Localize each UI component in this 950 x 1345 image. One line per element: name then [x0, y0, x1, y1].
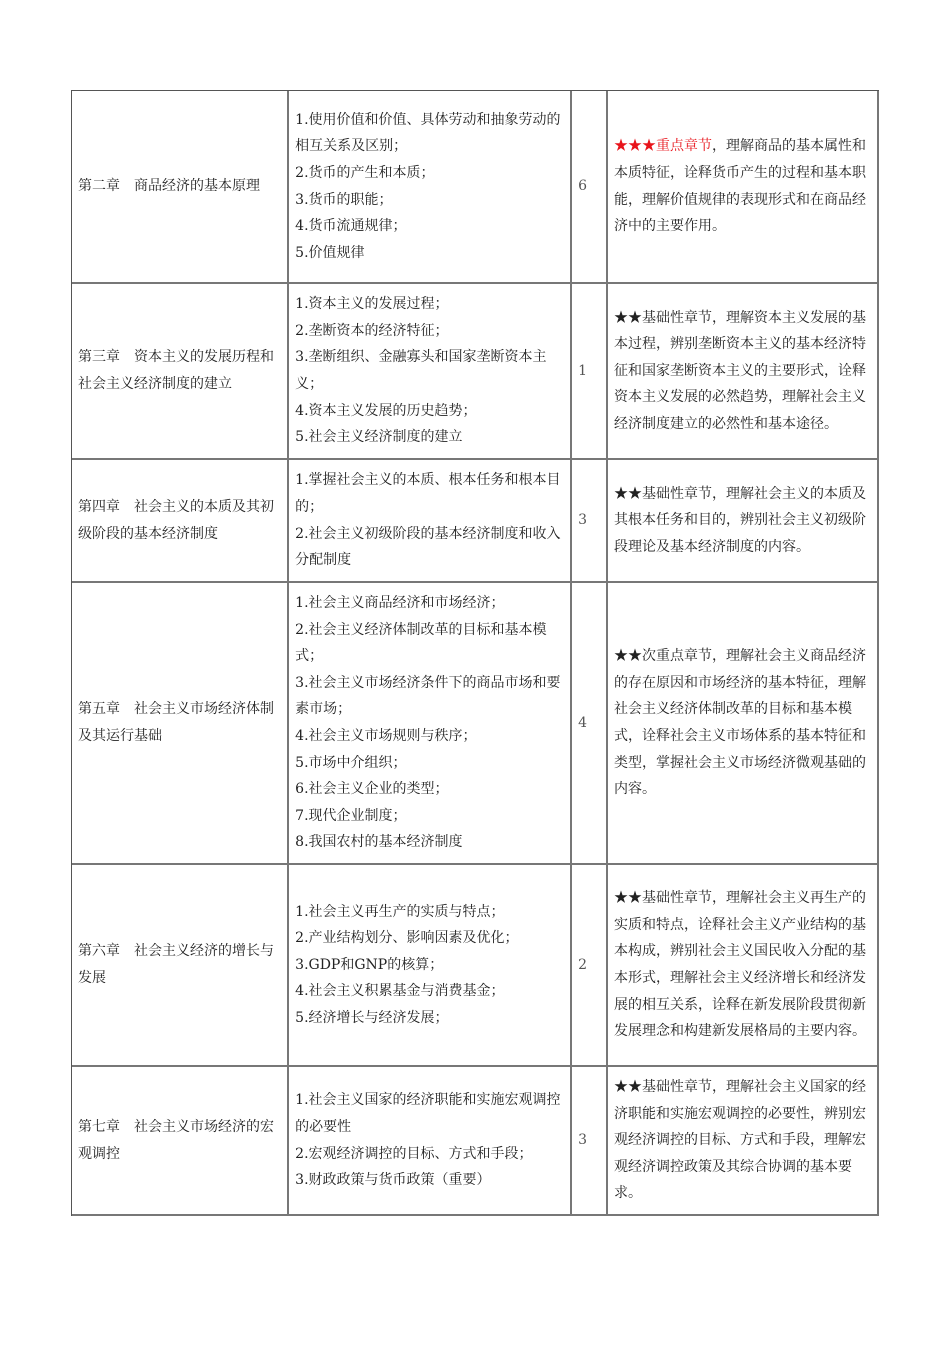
topic-item: 4.社会主义积累基金与消费基金； — [295, 983, 505, 1000]
topic-item: 8.我国农村的基本经济制度 — [295, 834, 463, 851]
table-row — [72, 865, 879, 1067]
topic-item: 2.社会主义经济体制改革的目标和基本模式； — [295, 621, 547, 665]
topic-item: 2.社会主义初级阶段的基本经济制度和收入分配制度 — [295, 525, 561, 569]
topic-item: 2.产业结构划分、影响因素及优化； — [295, 930, 519, 947]
topic-item: 1.使用价值和价值、具体劳动和抽象劳动的相互关系及区别； — [295, 111, 561, 155]
requirement-text: ★★基础性章节，理解资本主义发展的基本过程，辨别垄断资本主义的基本经济特征和国家垄断资本主义的主要形式，诠释资本主义发展的必然趋势，理解社会主义经济制度建立的必然性和基本途径。 — [614, 309, 867, 432]
topic-item: 5.社会主义经济制度的建立 — [295, 429, 463, 446]
chapter-cell: 第五章 社会主义市场经济体制及其运行基础 — [72, 583, 289, 865]
hours-cell: 6 — [572, 91, 608, 284]
hours-cell: 4 — [572, 583, 608, 865]
topic-item: 6.社会主义企业的类型； — [295, 781, 449, 798]
syllabus-table — [71, 90, 879, 1216]
topic-item: 5.经济增长与经济发展； — [295, 1009, 449, 1026]
topic-item: 1.社会主义商品经济和市场经济； — [295, 595, 505, 612]
topic-item: 1.社会主义再生产的实质与特点； — [295, 903, 505, 920]
table-row — [72, 460, 879, 583]
topics-cell — [289, 583, 572, 865]
chapter-cell: 第七章 社会主义市场经济的宏观调控 — [72, 1067, 289, 1216]
topic-item: 1.社会主义国家的经济职能和实施宏观调控的必要性 — [295, 1092, 561, 1135]
topic-item: 2.宏观经济调控的目标、方式和手段； — [295, 1145, 533, 1162]
requirement-text: ★★次重点章节，理解社会主义商品经济的存在原因和市场经济的基本特征，理解社会主义经济体制改革的目标和基本模式，诠释社会主义市场体系的基本特征和类型，掌握社会主义市场经济微观基础的内容。 — [614, 648, 867, 798]
topic-item: 5.价值规律 — [295, 244, 365, 261]
requirement-cell — [608, 284, 879, 460]
requirement-text: ★★基础性章节，理解社会主义的本质及其根本任务和目的，辨别社会主义初级阶段理论及基本经济制度的内容。 — [614, 485, 867, 555]
requirement-cell — [608, 460, 879, 583]
requirement-text: ★★基础性章节，理解社会主义再生产的实质和特点，诠释社会主义产业结构的基本构成，辨别社会主义国民收入分配的基本形式，理解社会主义经济增长和经济发展的相互关系，诠释在新发展阶段贯彻新发展理念和构建新发展格局的主要内容。 — [614, 890, 867, 1040]
chapter-cell: 第六章 社会主义经济的增长与发展 — [72, 865, 289, 1067]
topics-cell — [289, 91, 572, 284]
table-row — [72, 91, 879, 284]
hours-cell: 3 — [572, 1067, 608, 1216]
topic-item: 2.垄断资本的经济特征； — [295, 322, 449, 339]
topics-cell — [289, 865, 572, 1067]
hours-cell: 3 — [572, 460, 608, 583]
topic-item: 3.财政政策与货币政策（重要） — [295, 1172, 491, 1189]
key-chapter-highlight: ★★★重点章节 — [614, 138, 713, 155]
table-row — [72, 583, 879, 865]
requirement-text: ，理解商品的基本属性和本质特征，诠释货币产生的过程和基本职能，理解价值规律的表现形式和在商品经济中的主要作用。 — [614, 138, 867, 235]
requirement-cell — [608, 865, 879, 1067]
table-row — [72, 284, 879, 460]
topic-item: 3.货币的职能； — [295, 191, 393, 208]
topic-item: 7.现代企业制度； — [295, 807, 407, 824]
topic-item: 1.掌握社会主义的本质、根本任务和根本目的； — [295, 472, 561, 515]
topic-item: 3.社会主义市场经济条件下的商品市场和要素市场； — [295, 674, 561, 718]
topic-item: 3.垄断组织、金融寡头和国家垄断资本主义； — [295, 349, 547, 392]
topic-item: 4.货币流通规律； — [295, 218, 407, 235]
topics-cell — [289, 1067, 572, 1216]
requirement-cell — [608, 1067, 879, 1216]
topic-item: 5.市场中介组织； — [295, 754, 407, 771]
table-row — [72, 1067, 879, 1216]
topic-item: 2.货币的产生和本质； — [295, 164, 435, 181]
chapter-cell: 第四章 社会主义的本质及其初级阶段的基本经济制度 — [72, 460, 289, 583]
topic-item: 3.GDP和GNP的核算； — [295, 956, 444, 973]
topics-cell — [289, 460, 572, 583]
requirement-cell — [608, 91, 879, 284]
requirement-text: ★★基础性章节，理解社会主义国家的经济职能和实施宏观调控的必要性，辨别宏观经济调控的目标、方式和手段，理解宏观经济调控政策及其综合协调的基本要求。 — [614, 1079, 867, 1202]
chapter-cell: 第二章 商品经济的基本原理 — [72, 91, 289, 284]
topic-item: 1.资本主义的发展过程； — [295, 296, 449, 313]
topic-item: 4.资本主义发展的历史趋势； — [295, 402, 477, 419]
topics-cell — [289, 284, 572, 460]
chapter-cell: 第三章 资本主义的发展历程和社会主义经济制度的建立 — [72, 284, 289, 460]
hours-cell: 1 — [572, 284, 608, 460]
requirement-cell — [608, 583, 879, 865]
hours-cell: 2 — [572, 865, 608, 1067]
topic-item: 4.社会主义市场规则与秩序； — [295, 728, 477, 744]
